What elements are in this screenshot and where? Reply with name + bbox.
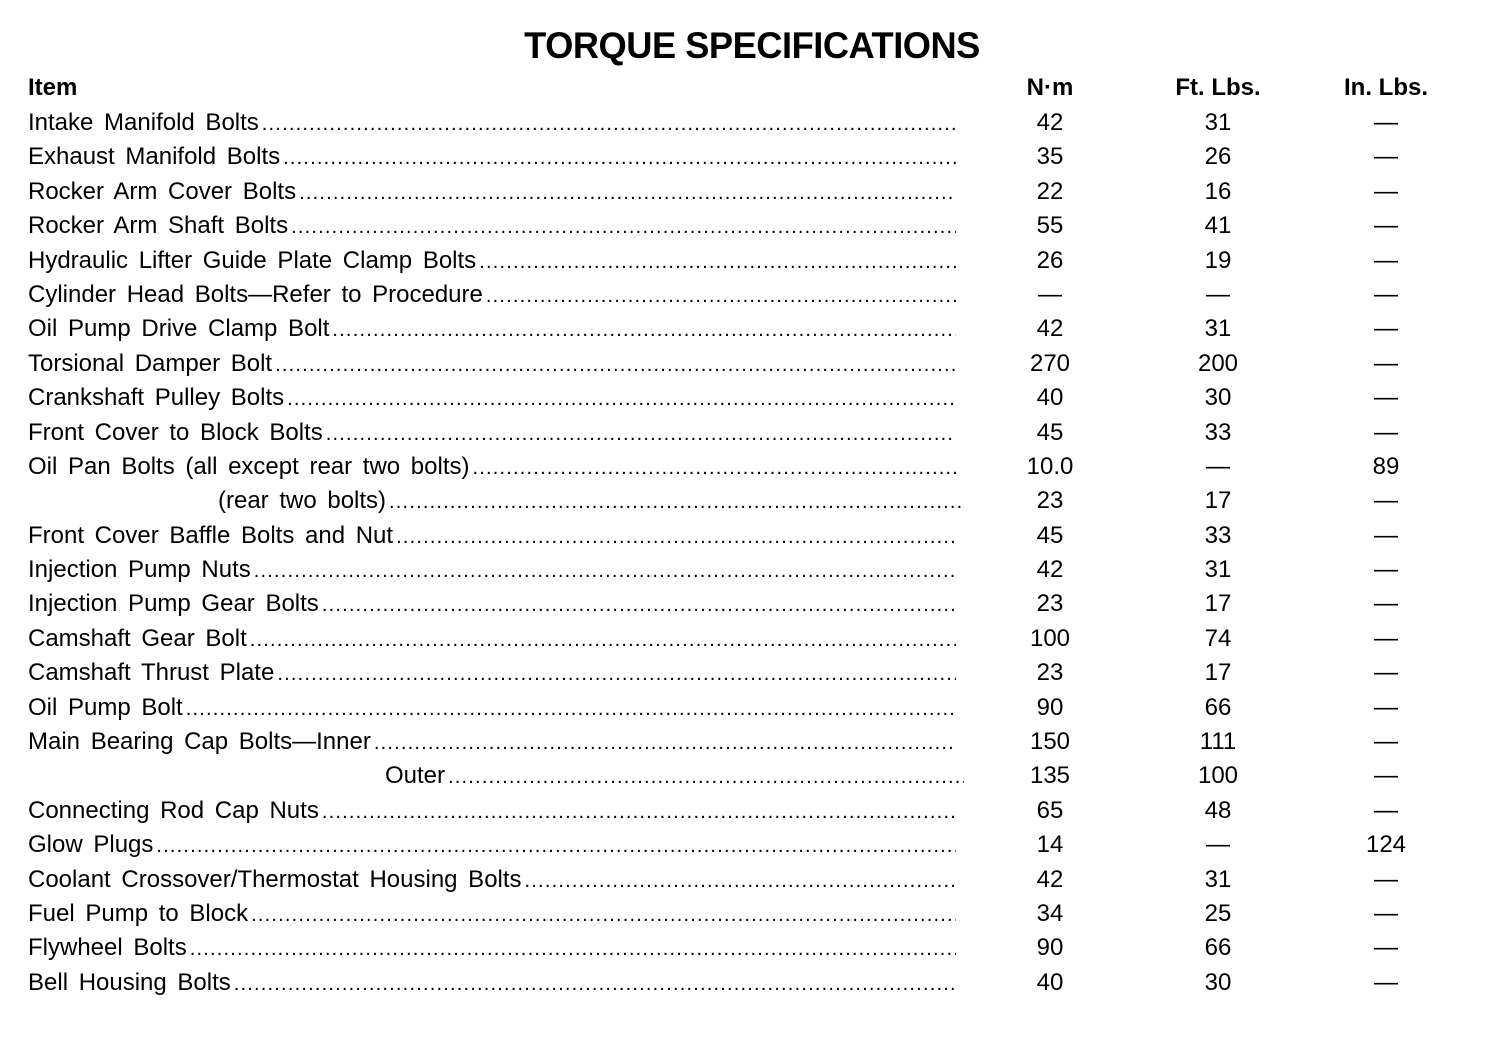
in-lbs-value: 89 [1372,452,1400,480]
dot-leader [291,210,956,243]
table-row [0,966,1504,1000]
ft-lbs-value: 17 [1204,590,1232,618]
in-lbs-value: — [1374,934,1398,962]
in-lbs-value: — [1374,521,1398,549]
ft-lbs-value: 30 [1204,384,1232,412]
item-cell [28,106,956,140]
nm-value: 45 [1036,418,1064,446]
item-cell [28,759,964,793]
dot-leader [254,554,956,587]
item-cell [28,244,956,278]
ft-lbs-value: 26 [1204,143,1232,171]
nm-value: 90 [1036,934,1064,962]
item-cell [28,587,956,621]
item-cell [28,828,956,862]
ft-lbs-value: 200 [1197,349,1239,377]
dot-leader [322,795,956,828]
dot-leader [186,692,956,725]
dot-leader [234,967,956,1000]
item-cell [28,209,956,243]
header-item: Item [28,74,78,101]
item-label: Exhaust Manifold Bolts [28,143,281,171]
in-lbs-value: — [1374,487,1398,515]
item-cell [28,312,956,346]
in-lbs-value: — [1374,349,1398,377]
dot-leader [262,107,956,140]
ft-lbs-value: 33 [1204,521,1232,549]
table-row [0,828,1504,862]
table-row [0,450,1504,484]
item-label: Injection Pump Gear Bolts [28,590,319,618]
table-row [0,416,1504,450]
ft-lbs-value: 19 [1204,246,1232,274]
nm-value: 42 [1036,865,1064,893]
table-row [0,863,1504,897]
in-lbs-value: — [1374,624,1398,652]
item-label: Fuel Pump to Block [28,899,249,927]
nm-value: 42 [1036,109,1064,136]
table-row [0,897,1504,931]
item-label: Glow Plugs [28,831,154,859]
ft-lbs-value: 16 [1204,177,1232,205]
ft-lbs-value: 31 [1204,315,1232,343]
in-lbs-value: — [1374,384,1398,412]
dot-leader [374,726,956,759]
header-in-lbs: In. Lbs. [1344,74,1428,101]
nm-value: 42 [1036,556,1064,584]
in-lbs-value: — [1374,590,1398,618]
spec-table-body [0,106,1504,1000]
ft-lbs-value: 31 [1204,556,1232,584]
item-cell [28,863,956,897]
table-row [0,794,1504,828]
table-row [0,244,1504,278]
item-cell [28,278,956,312]
ft-lbs-value: 30 [1204,968,1232,996]
dot-leader [332,313,956,346]
ft-lbs-value: 33 [1204,418,1232,446]
item-cell [28,725,956,759]
nm-value: — [1038,280,1062,308]
ft-lbs-value: 17 [1204,487,1232,515]
table-row [0,622,1504,656]
table-row [0,691,1504,725]
item-cell [28,656,956,690]
item-label: Connecting Rod Cap Nuts [28,796,319,824]
nm-value: 22 [1036,177,1064,205]
table-row [0,209,1504,243]
nm-value: 10.0 [1026,452,1074,480]
in-lbs-value: — [1374,556,1398,584]
dot-leader [448,760,964,793]
dot-leader [275,348,956,381]
table-row [0,347,1504,381]
nm-value: 55 [1036,212,1064,240]
table-row [0,140,1504,174]
item-label: Injection Pump Nuts [28,556,251,584]
nm-value: 40 [1036,968,1064,996]
item-cell [28,794,956,828]
item-label: Main Bearing Cap Bolts—Inner [28,728,371,756]
item-label: Rocker Arm Shaft Bolts [28,212,289,240]
dot-leader [190,932,956,965]
nm-value: 65 [1036,796,1064,824]
nm-value: 100 [1029,624,1071,652]
table-row [0,759,1504,793]
nm-value: 35 [1036,143,1064,171]
table-header [0,72,1504,104]
ft-lbs-value: 17 [1204,659,1232,687]
item-label: Front Cover to Block Bolts [28,418,323,446]
item-cell [28,175,956,209]
dot-leader [473,451,957,484]
table-row [0,931,1504,965]
in-lbs-value: — [1374,109,1398,136]
nm-value: 23 [1036,590,1064,618]
item-cell [28,347,956,381]
table-row [0,175,1504,209]
in-lbs-value: — [1374,280,1398,308]
table-row [0,312,1504,346]
ft-lbs-value: 66 [1204,693,1232,721]
dot-leader [322,588,956,621]
in-lbs-value: — [1374,212,1398,240]
dot-leader [486,279,956,312]
nm-value: 23 [1036,487,1064,515]
ft-lbs-value: 41 [1204,212,1232,240]
ft-lbs-value: 25 [1204,899,1232,927]
page-title: TORQUE SPECIFICATIONS [524,25,980,66]
item-cell [28,484,964,518]
nm-value: 34 [1036,899,1064,927]
dot-leader [396,520,956,553]
item-label: Cylinder Head Bolts—Refer to Procedure [28,280,483,308]
item-label: Crankshaft Pulley Bolts [28,384,285,412]
nm-value: 45 [1036,521,1064,549]
table-row [0,278,1504,312]
item-cell [28,897,956,931]
table-row [0,587,1504,621]
dot-leader [389,485,964,518]
nm-value: 270 [1029,349,1071,377]
item-cell [28,381,956,415]
in-lbs-value: — [1374,968,1398,996]
in-lbs-value: — [1374,796,1398,824]
item-cell [28,416,956,450]
table-row [0,106,1504,140]
item-label: Oil Pan Bolts (all except rear two bolts) [28,452,470,480]
item-label: (rear two bolts) [218,487,387,515]
dot-leader [251,898,956,931]
ft-lbs-value: 66 [1204,934,1232,962]
ft-lbs-value: 74 [1204,624,1232,652]
table-row [0,381,1504,415]
table-row [0,725,1504,759]
item-label: Bell Housing Bolts [28,968,231,996]
nm-value: 150 [1029,728,1071,756]
item-cell [28,966,956,1000]
in-lbs-value: — [1374,693,1398,721]
ft-lbs-value: — [1206,452,1230,480]
nm-value: 40 [1036,384,1064,412]
in-lbs-value: — [1374,728,1398,756]
item-label: Outer [385,762,446,790]
item-cell [28,519,956,553]
item-label: Torsional Damper Bolt [28,349,273,377]
header-nm: N·m [1026,74,1074,101]
dot-leader [283,141,956,174]
item-cell [28,553,956,587]
dot-leader [525,864,956,897]
ft-lbs-value: 31 [1204,109,1232,136]
item-label: Front Cover Baffle Bolts and Nut [28,521,394,549]
nm-value: 14 [1036,831,1064,859]
ft-lbs-value: 48 [1204,796,1232,824]
table-row [0,484,1504,518]
item-label: Oil Pump Bolt [28,693,183,721]
dot-leader [299,176,956,209]
nm-value: 90 [1036,693,1064,721]
dot-leader [287,382,956,415]
in-lbs-value: — [1374,899,1398,927]
item-label: Camshaft Thrust Plate [28,659,275,687]
dot-leader [156,829,956,862]
item-label: Oil Pump Drive Clamp Bolt [28,315,330,343]
in-lbs-value: — [1374,418,1398,446]
in-lbs-value: — [1374,659,1398,687]
table-row [0,656,1504,690]
item-label: Camshaft Gear Bolt [28,624,247,652]
nm-value: 42 [1036,315,1064,343]
ft-lbs-value: 100 [1197,762,1239,790]
item-cell [28,931,956,965]
in-lbs-value: — [1374,865,1398,893]
ft-lbs-value: 31 [1204,865,1232,893]
table-row [0,553,1504,587]
item-label: Flywheel Bolts [28,934,187,962]
in-lbs-value: — [1374,315,1398,343]
ft-lbs-value: — [1206,280,1230,308]
nm-value: 26 [1036,246,1064,274]
item-cell [28,450,956,484]
item-label: Coolant Crossover/Thermostat Housing Bolts [28,865,522,893]
ft-lbs-value: — [1206,831,1230,859]
item-label: Intake Manifold Bolts [28,109,259,136]
in-lbs-value: — [1374,246,1398,274]
item-cell [28,691,956,725]
in-lbs-value: 124 [1365,831,1407,859]
table-row [0,519,1504,553]
item-cell [28,140,956,174]
item-label: Hydraulic Lifter Guide Plate Clamp Bolts [28,246,477,274]
dot-leader [326,417,956,450]
nm-value: 135 [1029,762,1071,790]
in-lbs-value: — [1374,177,1398,205]
in-lbs-value: — [1374,762,1398,790]
dot-leader [277,657,956,690]
nm-value: 23 [1036,659,1064,687]
in-lbs-value: — [1374,143,1398,171]
dot-leader [479,245,956,278]
dot-leader [250,623,956,656]
item-cell [28,622,956,656]
header-ft-lbs: Ft. Lbs. [1175,74,1261,101]
item-label: Rocker Arm Cover Bolts [28,177,297,205]
ft-lbs-value: 111 [1199,728,1237,756]
